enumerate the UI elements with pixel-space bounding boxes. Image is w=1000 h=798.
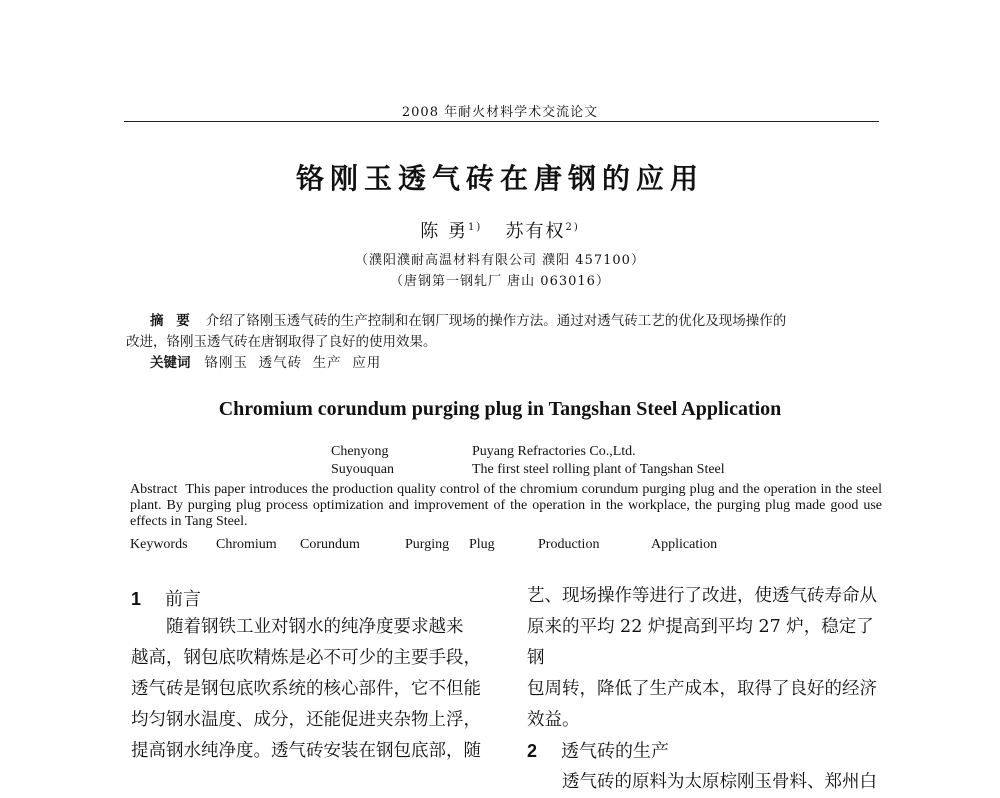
section-2-title: 透气砖的生产	[561, 741, 670, 762]
en-keyword: Application	[651, 537, 718, 552]
author-2-mark: 2)	[565, 222, 580, 233]
en-keyword: Purging	[405, 537, 450, 552]
body-line: 透气砖的原料为太原棕刚玉骨料、郑州白	[562, 772, 877, 792]
body-line: 包周转，降低了生产成本，取得了良好的经济	[527, 679, 877, 699]
cn-keywords-list: 铬刚玉 透气砖 生产 应用	[204, 355, 382, 371]
body-line: 均匀钢水温度、成分，还能促进夹杂物上浮，	[131, 710, 481, 730]
en-abstract	[130, 482, 882, 530]
cn-abstract-text-1: 介绍了铬刚玉透气砖的生产控制和在钢厂现场的操作方法。通过对透气砖工艺的优化及现场操作的	[205, 313, 787, 329]
affiliation-1: （濮阳濮耐高温材料有限公司 濮阳 457100）	[355, 253, 645, 268]
body-line: 艺、现场操作等进行了改进，使透气砖寿命从	[527, 586, 877, 606]
running-header: 2008 年耐火材料学术交流论文	[401, 105, 599, 120]
right-column-body	[527, 581, 889, 798]
en-keyword: Chromium	[216, 537, 277, 552]
en-keyword: Plug	[469, 537, 495, 552]
section-1-heading	[131, 585, 201, 611]
cn-abstract	[126, 311, 880, 374]
section-1-number: 1	[131, 589, 142, 609]
en-keywords-label: Keywords	[130, 537, 188, 552]
author-2: 苏有权	[505, 221, 566, 242]
en-keyword: Production	[538, 537, 600, 552]
body-line: 原来的平均 22 炉提高到平均 27 炉，稳定了钢	[527, 617, 874, 668]
affiliation-2: （唐钢第一钢轧厂 唐山 063016）	[390, 274, 610, 289]
cn-abstract-line-2: 改进，铬刚玉透气砖在唐钢取得了良好的使用效果。	[126, 334, 437, 350]
en-affiliation-2: The first steel rolling plant of Tangshan Steel	[472, 462, 725, 477]
cn-keywords-label: 关键词	[150, 355, 191, 371]
section-2-number: 2	[527, 741, 538, 761]
author-1: 陈 勇	[420, 221, 469, 242]
en-title: Chromium corundum purging plug in Tangshan Steel Application	[218, 398, 782, 420]
en-author-2: Suyouquan	[331, 462, 394, 477]
section-2-heading	[527, 736, 889, 767]
en-affiliation-1: Puyang Refractories Co.,Ltd.	[472, 444, 636, 459]
en-author-1: Chenyong	[331, 444, 389, 459]
section-1-title: 前言	[165, 589, 202, 610]
cn-title: 铬刚玉透气砖在唐钢的应用	[295, 162, 704, 195]
en-keyword: Corundum	[300, 537, 360, 552]
cn-keywords	[126, 353, 880, 374]
en-abstract-label: Abstract	[130, 482, 178, 497]
body-line: 透气砖是钢包底吹系统的核心部件，它不但能	[131, 679, 481, 699]
en-abstract-text: This paper introduces the production quality control of the chromium corundum purging plug and the operation in the steel plant. By purging plug process optimization and improvement of the operation in the workplace, the purging plug made good use effects in Tang Steel.	[130, 482, 882, 529]
body-line: 效益。	[527, 710, 580, 730]
cn-abstract-line-1	[126, 311, 880, 332]
author-1-mark: 1)	[468, 222, 483, 233]
body-line: 随着钢铁工业对钢水的纯净度要求越来	[166, 617, 464, 637]
body-line: 提高钢水纯净度。透气砖安装在钢包底部，随	[131, 741, 481, 761]
header-rule	[124, 121, 879, 122]
body-line: 越高，钢包底吹精炼是必不可少的主要手段，	[131, 648, 481, 668]
cn-abstract-label: 摘 要	[150, 313, 194, 329]
left-column-body	[131, 612, 493, 767]
cn-authors	[0, 217, 1000, 243]
